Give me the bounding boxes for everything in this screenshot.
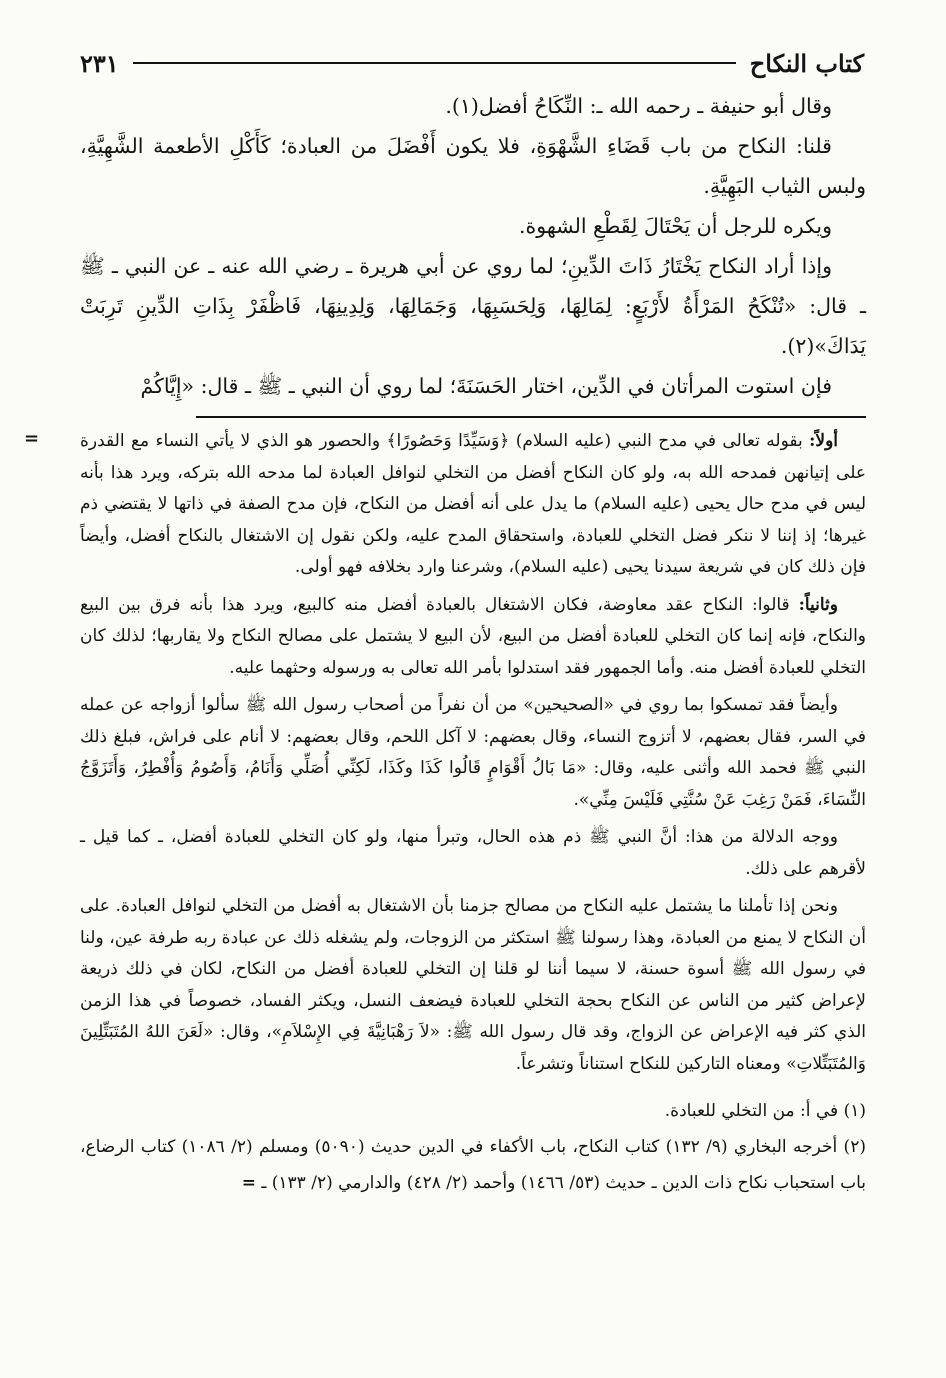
main-paragraph: ويكره للرجل أن يَحْتَالَ لِقَطْعِ الشهوة. bbox=[519, 214, 832, 238]
main-paragraph: وقال أبو حنيفة ـ رحمه الله ـ: النِّكَاحُ أفضل(١). bbox=[445, 94, 832, 118]
main-paragraph: قلنا: النكاح من باب قَضَاءِ الشَّهْوَةِ، فلا يكون أَفْضَلَ من العبادة؛ كَأَكْلِ الأطعمة الشَّهِيَّةِ، ولبس الثياب البَهِيَّةِ. bbox=[80, 134, 866, 198]
chapter-title: كتاب النكاح bbox=[749, 48, 864, 78]
commentary-paragraph bbox=[80, 426, 866, 584]
footnote-text: (٢) أخرجه البخاري (٩/ ١٣٢) كتاب النكاح، باب الأكفاء في الدين حديث (٥٠٩٠) ومسلم (٢/ ١٠٨٦) كتاب الرضاع، باب استحباب نكاح ذات الدين ـ حديث (٥٣/ ١٤٦٦) وأحمد (٢/ ٤٢٨) والدارمي (٢/ ١٣٣) ـ bbox=[80, 1137, 866, 1193]
footnotes bbox=[80, 1093, 866, 1201]
main-paragraph: وإذا أراد النكاح يَخْتَارُ ذَاتَ الدِّينِ؛ لما روي عن أبي هريرة ـ رضي الله عنه ـ عن النبي ـ ﷺ ـ قال: «تُنْكَحُ المَرْأَةُ لأَرْبَعٍ: لِمَالِهَا، وَلِحَسَبِهَا، وَجَمَالِهَا، وَلِدِينِهَا، فَاظْفَرْ بِذَاتِ الدِّينِ تَرِبَتْ يَدَاكَ»(٢). bbox=[80, 254, 866, 358]
paragraph-lead: وثانياً: bbox=[798, 594, 838, 615]
commentary-paragraph: ونحن إذا تأملنا ما يشتمل عليه النكاح من مصالح جزمنا بأن الاشتغال به أفضل من التخلي لنوافل العبادة. على أن النكاح لا يمنع من العبادة، وهذا رسولنا ﷺ استكثر من الزوجات، ولم يشغله ذلك عن عبادة ربه طرفة عين، ولنا في رسول الله ﷺ أسوة حسنة، لا سيما أننا لو قلنا إن التخلي للعبادة أفضل من النكاح، لكان في ذلك ذريعة لإعراض كثير من الناس عن النكاح بحجة التخلي للعبادة فيضعف النسل، ويكثر الفساد، خصوصاً في هذا الزمن الذي كثر فيه الإعراض عن الزواج، وقد قال رسول الله ﷺ: «لاَ رَهْبَانِيَّةَ فِي الإِسْلاَمِ»، وقال: «لَعَنَ اللهُ المُتَبَتِّلِينَ وَالمُتَبَتِّلاتِ» ومعناه التاركين للنكاح استناناً وتشرعاً. bbox=[80, 896, 866, 1074]
main-text bbox=[80, 86, 866, 406]
running-header bbox=[80, 40, 864, 86]
continuation-mark: = bbox=[241, 1173, 256, 1193]
paragraph-body: قالوا: النكاح عقد معاوضة، فكان الاشتغال بالعبادة أفضل منه كالبيع، ويرد هذا بأنه فرق بين البيع والنكاح، فإنه إنما كان التخلي للعبادة أفضل من البيع، لأن البيع لا يشتمل على مصالح النكاح ولا يقاربها؛ لذلك كان التخلي للعبادة أفضل منه. وأما الجمهور فقد استدلوا بأمر الله تعالى به ورسوله وحثهما عليه. bbox=[80, 594, 866, 678]
page-number: ٢٣١ bbox=[80, 48, 119, 78]
header-rule bbox=[133, 62, 736, 64]
commentary-paragraph: ووجه الدلالة من هذا: أنَّ النبي ﷺ ذم هذه الحال، وتبرأ منها، ولو كان التخلي للعبادة أفضل، ـ كما قيل ـ لأقرهم على ذلك. bbox=[80, 827, 866, 879]
footnote bbox=[80, 1129, 866, 1201]
commentary-block bbox=[24, 426, 866, 1080]
footnote: (١) في أ: من التخلي للعبادة. bbox=[664, 1101, 866, 1121]
commentary-separator bbox=[196, 416, 866, 418]
main-paragraph: فإن استوت المرأتان في الدِّين، اختار الحَسَنَةَ؛ لما روي أن النبي ـ ﷺ ـ قال: «إِيَّاكُمْ bbox=[140, 374, 832, 398]
commentary-paragraph: وأيضاً فقد تمسكوا بما روي في «الصحيحين» من أن نفراً من أصحاب رسول الله ﷺ سألوا أزواجه عن عمله في السر، فقال بعضهم، لا أتزوج النساء، وقال بعضهم: لا آكل اللحم، وقال بعضهم: لا أنام على فراش، فبلغ ذلك النبي ﷺ فحمد الله وأثنى عليه، وقال: «مَا بَالُ أَقْوَامٍ قَالُوا كَذَا وكَذَا، لَكِنِّي أُصَلِّي وَأَنَامُ، وَأَصُومُ وَأُفْطِرُ، وَأَتَزَوَّجُ النِّسَاءَ، فَمَنْ رَغِبَ عَنْ سُنَّتِي فَلَيْسَ مِنِّي». bbox=[80, 695, 866, 810]
paragraph-lead: أولاً: bbox=[809, 431, 838, 451]
continuation-mark: = bbox=[24, 428, 40, 449]
commentary-paragraph bbox=[80, 590, 866, 685]
paragraph-body: بقوله تعالى في مدح النبي (عليه السلام) ﴿وَسَيِّدًا وَحَصُورًا﴾ والحصور هو الذي لا يأتي النساء مع القدرة على إتيانهن فمدحه الله به، ولو كان النكاح أفضل من التخلي لنوافل العبادة لما مدحه الله بتركه، ويرد هذا بأنه ليس في مدح حال يحيى (عليه السلام) ما يدل على أنه أفضل من النكاح، فإن مدح الصفة في ذاتها لا يقتضي ذم غيرها؛ إذ إننا لا ننكر فضل التخلي للعبادة، واستحقاق المدح عليه، ولكن نقول إن الاشتغال بالنكاح أفضل، وأيضاً فإن ذلك كان في شريعة سيدنا يحيى (عليه السلام)، وشرعنا وارد بخلافه فهو أولى. bbox=[80, 431, 866, 577]
